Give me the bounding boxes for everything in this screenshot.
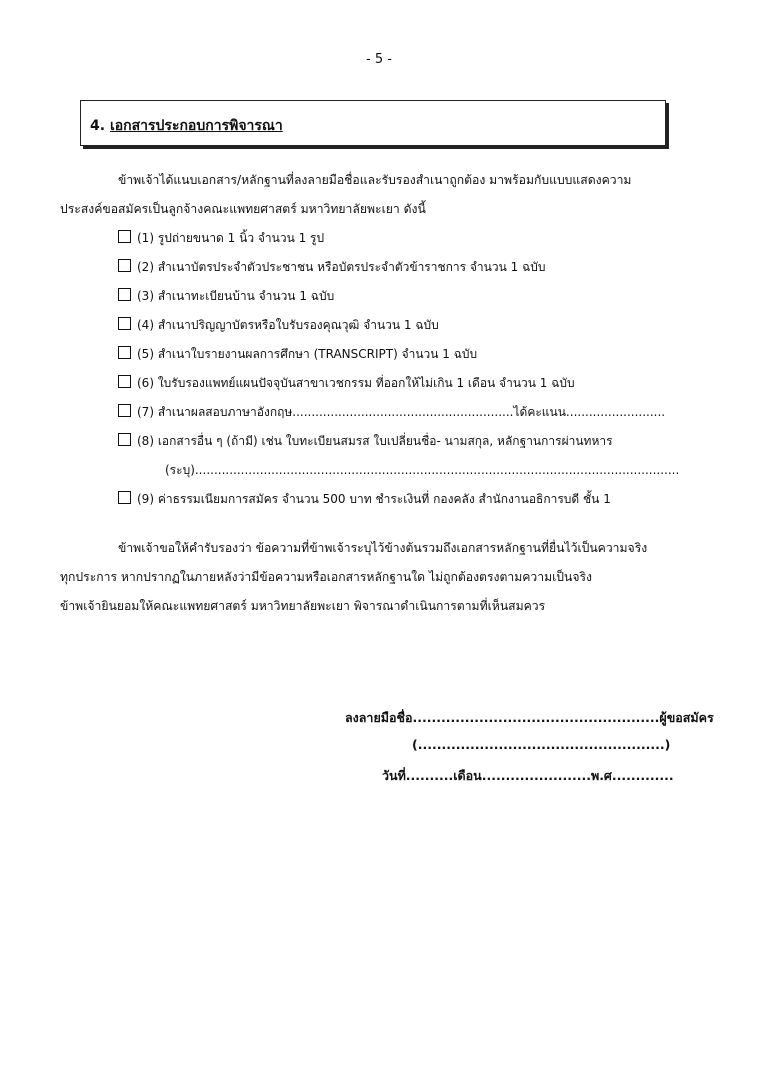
checklist-item-6[interactable] — [118, 369, 718, 398]
declaration-line-3: ข้าพเจ้ายินยอมให้คณะแพทยศาสตร์ มหาวิทยาลัยพะเยา พิจารณาดำเนินการตามที่เห็นสมควร — [60, 599, 546, 613]
checklist-item-label: (1) รูปถ่ายขนาด 1 นิ้ว จำนวน 1 รูป — [137, 231, 325, 245]
page-number: - 5 - — [366, 52, 392, 67]
checkbox[interactable] — [118, 288, 131, 301]
checkbox[interactable] — [118, 230, 131, 243]
checklist-item-3[interactable] — [118, 282, 718, 311]
checklist-item-8-specify[interactable]: (ระบุ)............................................................................................................................... — [165, 463, 680, 477]
checklist-item-label: (8) เอกสารอื่น ๆ (ถ้ามี) เช่น ใบทะเบียนสมรส ใบเปลี่ยนชื่อ- นามสกุล, หลักฐานการผ่านทหาร — [137, 434, 613, 448]
checklist-item-label: (5) สำเนาใบรายงานผลการศึกษา (TRANSCRIPT) จำนวน 1 ฉบับ — [137, 347, 478, 361]
checkbox[interactable] — [118, 375, 131, 388]
date-line[interactable]: วันที่..........เดือน.......................พ.ศ............. — [382, 768, 674, 783]
signature-line[interactable]: ลงลายมือชื่อ....................................................ผู้ขอสมัคร — [345, 710, 714, 725]
section-title — [90, 115, 283, 137]
checklist-item-label: (7) สำเนาผลสอบภาษาอังกฤษ..........................................................ได้คะแนน.......................... — [137, 405, 666, 419]
checklist-item-4[interactable] — [118, 311, 718, 340]
checkbox[interactable] — [118, 433, 131, 446]
intro-line-2: ประสงค์ขอสมัครเป็นลูกจ้างคณะแพทยศาสตร์ มหาวิทยาลัยพะเยา ดังนี้ — [60, 202, 426, 216]
intro-line-1: ข้าพเจ้าได้แนบเอกสาร/หลักฐานที่ลงลายมือชื่อและรับรองสำเนาถูกต้อง มาพร้อมกับแบบแสดงความ — [118, 173, 632, 187]
checklist-item-5[interactable] — [118, 340, 718, 369]
checklist-item-2[interactable] — [118, 253, 718, 282]
checklist-item-label: (2) สำเนาบัตรประจำตัวประชาชน หรือบัตรประจำตัวข้าราชการ จำนวน 1 ฉบับ — [137, 260, 546, 274]
checkbox[interactable] — [118, 259, 131, 272]
section-number: 4. — [90, 118, 106, 134]
checkbox[interactable] — [118, 346, 131, 359]
checkbox[interactable] — [118, 317, 131, 330]
checklist-item-label: (6) ใบรับรองแพทย์แผนปัจจุบันสาขาเวชกรรม ที่ออกให้ไม่เกิน 1 เดือน จำนวน 1 ฉบับ — [137, 376, 575, 390]
intro-paragraph — [60, 166, 720, 224]
checklist-item-7[interactable] — [118, 398, 718, 427]
declaration-paragraph — [60, 534, 720, 621]
document-checklist — [118, 224, 718, 514]
declaration-line-2: ทุกประการ หากปรากฏในภายหลังว่ามีข้อความหรือเอกสารหลักฐานใด ไม่ถูกต้องตรงตามความเป็นจริง — [60, 570, 592, 584]
section-header-box — [80, 100, 666, 146]
section-title-text: เอกสารประกอบการพิจารณา — [109, 118, 283, 134]
checklist-item-9[interactable] — [118, 485, 718, 514]
checklist-item-label: (3) สำเนาทะเบียนบ้าน จำนวน 1 ฉบับ — [137, 289, 335, 303]
declaration-line-1: ข้าพเจ้าขอให้คำรับรองว่า ข้อความที่ข้าพเจ้าระบุไว้ข้างต้นรวมถึงเอกสารหลักฐานที่ยื่นไว้เป็นความจริง — [118, 541, 648, 555]
checkbox[interactable] — [118, 491, 131, 504]
printed-name-line[interactable]: (....................................................) — [412, 737, 671, 752]
checkbox[interactable] — [118, 404, 131, 417]
checklist-item-1[interactable] — [118, 224, 718, 253]
checklist-item-label: (4) สำเนาปริญญาบัตรหรือใบรับรองคุณวุฒิ จำนวน 1 ฉบับ — [137, 318, 439, 332]
checklist-item-8[interactable] — [118, 427, 718, 456]
checklist-item-label: (9) ค่าธรรมเนียมการสมัคร จำนวน 500 บาท ชำระเงินที่ กองคลัง สำนักงานอธิการบดี ชั้น 1 — [137, 492, 611, 506]
